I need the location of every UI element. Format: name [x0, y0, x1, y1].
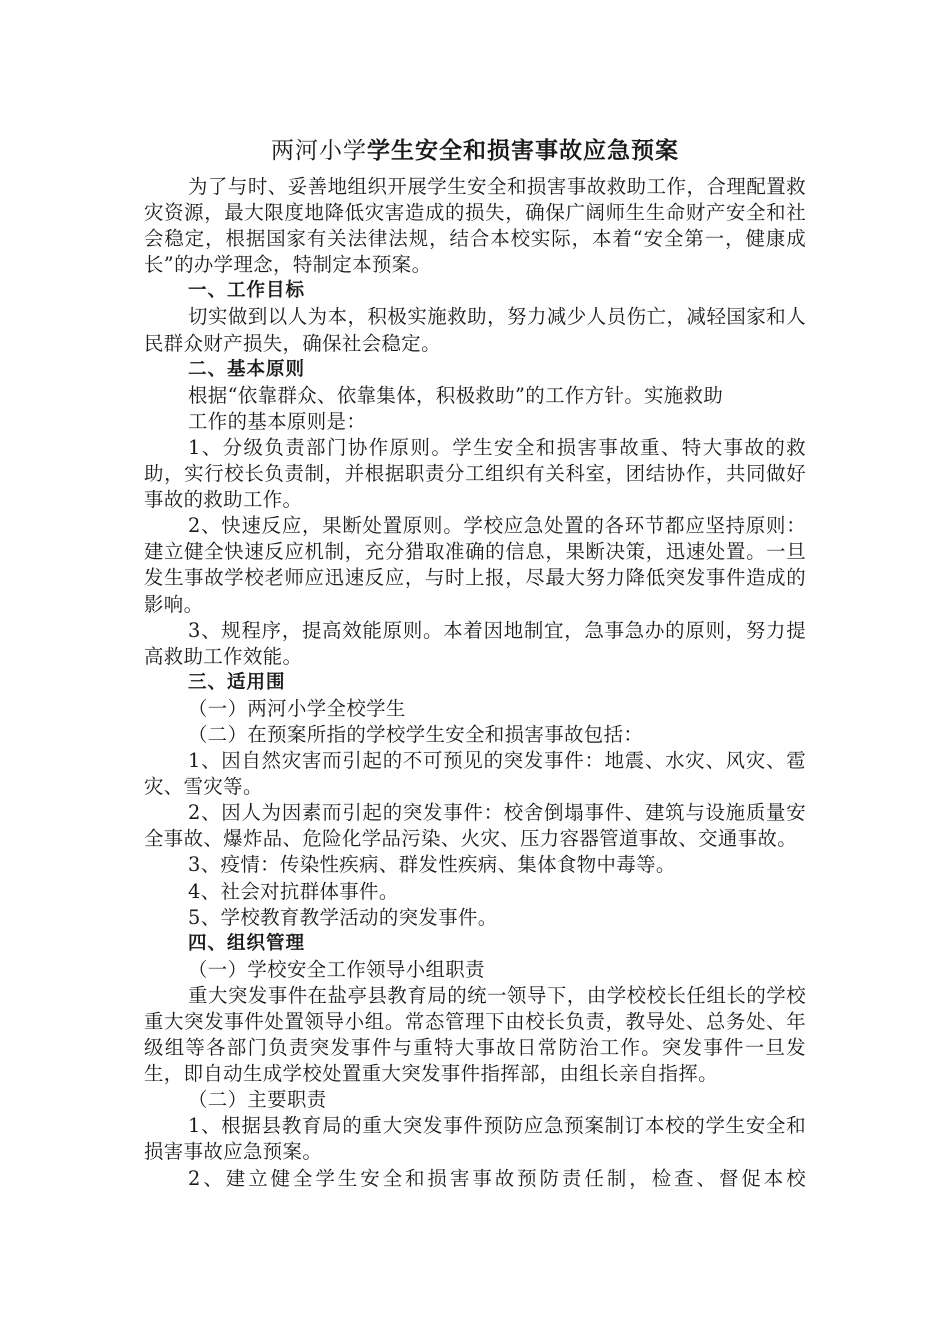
paragraph-principle-2: 2、快速反应，果断处置原则。学校应急处置的各环节都应坚持原则：建立健全快速反应机制，充分猎取准确的信息，果断决策，迅速处置。一旦发生事故学校老师应迅速反应，与时上报，尽最大努力降低突发事件造成的影响。 [144, 514, 806, 616]
section-heading-principles: 二、基本原则 [188, 358, 306, 380]
document-body [144, 174, 806, 1192]
paragraph-principle-3: 3、规程序，提高效能原则。本着因地制宜，急事急办的原则，努力提高救助工作效能。 [144, 618, 806, 668]
paragraph-incident-3: 3、疫情：传染性疾病、群发性疾病、集体食物中毒等。 [188, 853, 676, 877]
paragraph-org-sub-1: （一）学校安全工作领导小组职责 [188, 957, 485, 981]
paragraph-org-sub-2: （二）主要职责 [188, 1088, 327, 1112]
title-school-name: 两河小学 [271, 138, 367, 164]
section-heading-scope: 三、适用围 [188, 671, 286, 693]
title-plan-name: 学生安全和损害事故应急预案 [367, 138, 679, 164]
paragraph-org-leadership: 重大突发事件在盐亭县教育局的统一领导下，由学校校长任组长的学校重大突发事件处置领导小组。常态管理下由校长负责，教导处、总务处、年级组等各部门负责突发事件与重特大事故日常防治工作。突发事件一旦发生，即自动生成学校处置重大突发事件指挥部，由组长亲自指挥。 [144, 983, 806, 1086]
paragraph-goals: 切实做到以人为本，积极实施救助，努力减少人员伤亡，减轻国家和人民群众财产损失，确保社会稳定。 [144, 305, 806, 355]
paragraph-intro: 为了与时、妥善地组织开展学生安全和损害事故救助工作，合理配置救灾资源，最大限度地降低灾害造成的损失，确保广阔师生生命财产安全和社会稳定，根据国家有关法律法规，结合本校实际，本着“安全第一，健康成长”的办学理念，特制定本预案。 [144, 175, 806, 277]
paragraph-incident-1: 1、因自然灾害而引起的不可预见的突发事件：地震、水灾、风灾、雹灾、雪灾等。 [144, 749, 806, 799]
paragraph-principles-lead: 工作的基本原则是： [188, 409, 367, 433]
section-heading-organization: 四、组织管理 [188, 932, 306, 954]
paragraph-scope-2: （二）在预案所指的学校学生安全和损害事故包括： [188, 722, 644, 746]
section-heading-goals: 一、工作目标 [188, 280, 306, 302]
document-title [0, 136, 950, 166]
paragraph-duty-1: 1、根据县教育局的重大突发事件预防应急预案制订本校的学生安全和损害事故应急预案。 [144, 1114, 806, 1164]
paragraph-scope-1: （一）两河小学全校学生 [188, 696, 406, 720]
paragraph-incident-2: 2、因人为因素而引起的突发事件：校舍倒塌事件、建筑与设施质量安全事故、爆炸品、危险化学品污染、火灾、压力容器管道事故、交通事故。 [144, 801, 806, 851]
paragraph-principle-1: 1、分级负责部门协作原则。学生安全和损害事故重、特大事故的救助，实行校长负责制，并根据职责分工组织有关科室，团结协作，共同做好事故的救助工作。 [144, 435, 806, 512]
paragraph-incident-5: 5、学校教育教学活动的突发事件。 [188, 905, 498, 929]
paragraph-incident-4: 4、社会对抗群体事件。 [188, 879, 399, 903]
paragraph-duty-2: 2、建立健全学生安全和损害事故预防责任制，检查、督促本校 [188, 1166, 806, 1190]
paragraph-principles-intro: 根据“依靠群众、依靠集体，积极救助”的工作方针。实施救助 [188, 383, 724, 407]
